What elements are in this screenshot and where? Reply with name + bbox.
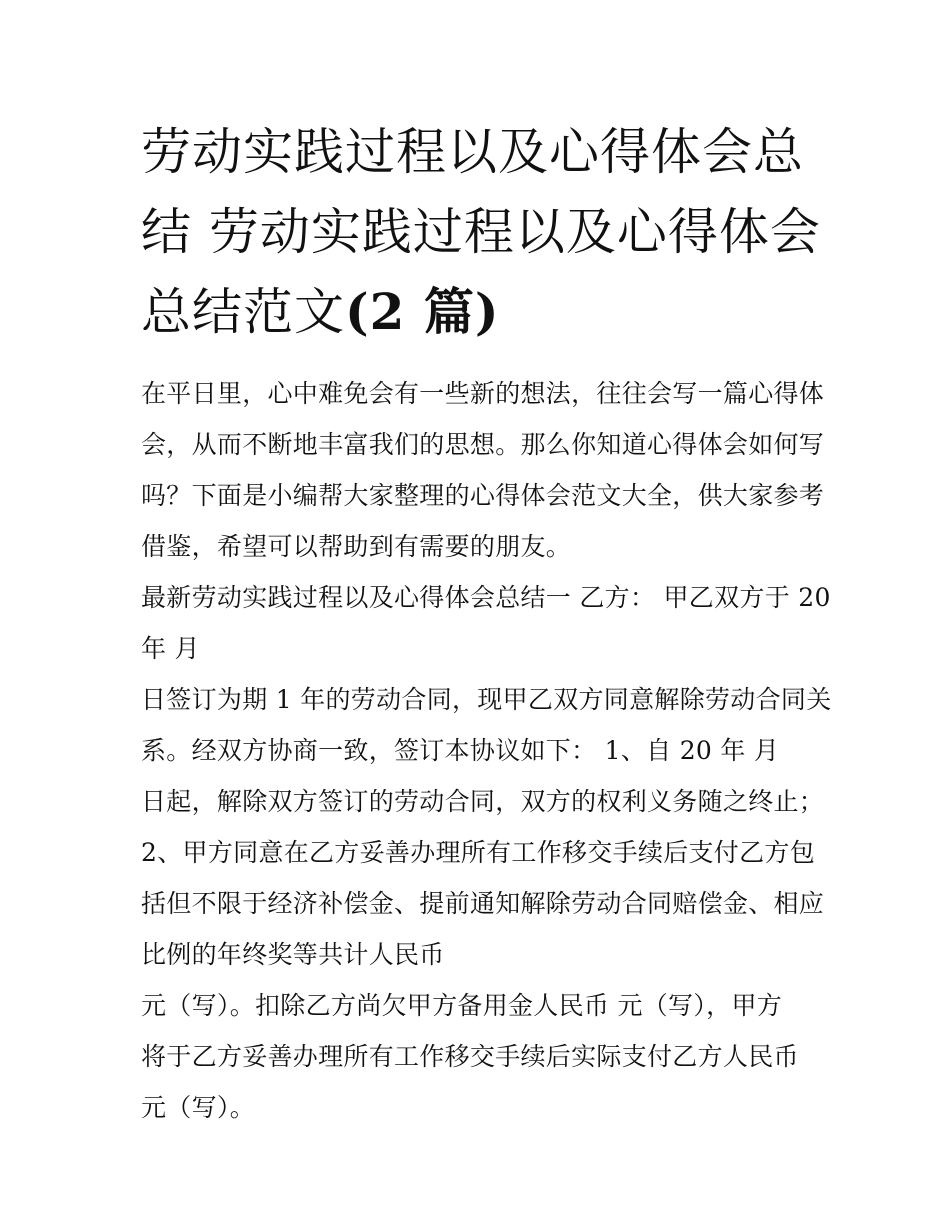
title-count: (2 篇): [345, 282, 500, 341]
body-line: 日起，解除双方签订的劳动合同，双方的权利义务随之终止；: [141, 787, 825, 816]
body-line: 会，从而不断地丰富我们的思想。那么你知道心得体会如何写: [141, 430, 825, 459]
document-page: [141, 112, 832, 1133]
body-line: 将于乙方妥善办理所有工作移交手续后实际支付乙方人民币: [141, 1042, 799, 1071]
body-line: 2、甲方同意在乙方妥善办理所有工作移交手续后支付乙方包: [141, 838, 816, 867]
title-line: 劳动实践过程以及心得体会总: [141, 123, 804, 181]
body-line: 年 月: [141, 634, 200, 663]
body-line: 借鉴，希望可以帮助到有需要的朋友。: [141, 532, 572, 561]
title-line-text: 总结范文: [141, 283, 345, 341]
title-line: 结 劳动实践过程以及心得体会: [141, 203, 821, 261]
body-line: 日签订为期 1 年的劳动合同，现甲乙双方同意解除劳动合同关: [141, 685, 832, 714]
body-line: 元（写）。: [141, 1093, 256, 1122]
body-line: 比例的年终奖等共计人民币: [141, 940, 445, 969]
body-line: 最新劳动实践过程以及心得体会总结一 乙方： 甲乙双方于 20: [141, 583, 831, 612]
body-line: 系。经双方协商一致，签订本协议如下： 1、自 20 年 月: [141, 736, 780, 765]
document-title: [141, 112, 821, 352]
body-line: 元（写）。扣除乙方尚欠甲方备用金人民币 元（写），甲方: [141, 991, 783, 1020]
document-body: [141, 368, 832, 1133]
body-line: 吗？下面是小编帮大家整理的心得体会范文大全，供大家参考: [141, 481, 825, 510]
title-line: [141, 272, 821, 352]
body-line: 括但不限于经济补偿金、提前通知解除劳动合同赔偿金、相应: [141, 889, 825, 918]
body-line: 在平日里，心中难免会有一些新的想法，往往会写一篇心得体: [141, 379, 825, 408]
